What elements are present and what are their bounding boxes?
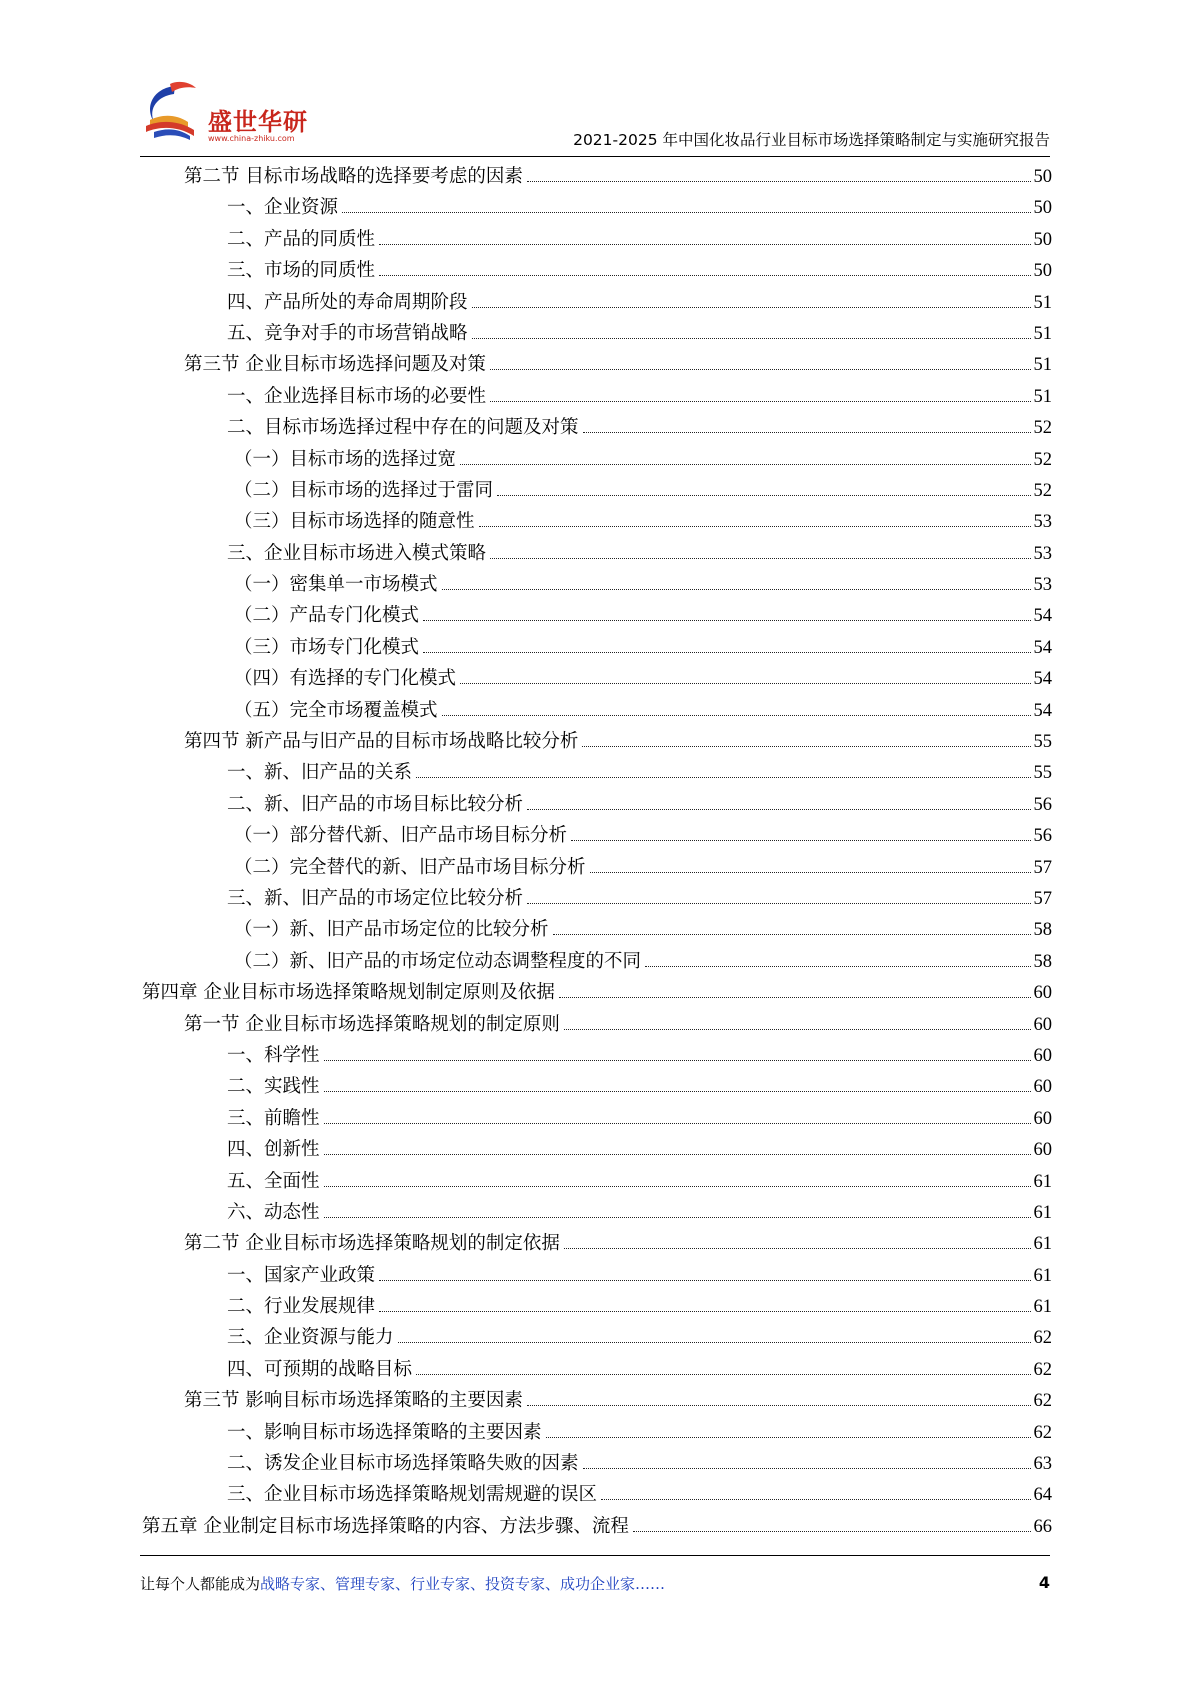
toc-dot-leader [324,1059,1031,1061]
toc-entry-page: 51 [1033,386,1052,407]
toc-entry-title: 一、新、旧产品的关系 [227,762,413,784]
toc-entry-title: 一、企业资源 [227,197,339,219]
toc-dot-leader [442,588,1031,590]
toc-entry-page: 62 [1033,1328,1052,1349]
toc-entry-page: 60 [1033,1014,1052,1035]
toc-dot-leader [553,933,1031,935]
toc-entry[interactable] [142,1354,1052,1385]
toc-dot-leader [633,1530,1031,1532]
document-title: 2021-2025 年中国化妆品行业目标市场选择策略制定与实施研究报告 [573,131,1050,149]
toc-dot-leader [324,1153,1031,1155]
toc-entry-page: 60 [1033,1108,1052,1129]
toc-entry[interactable] [142,1166,1052,1197]
toc-entry-page: 51 [1033,355,1052,376]
page-header [140,78,1050,158]
toc-entry[interactable] [142,538,1052,569]
toc-entry-title: 第一节 企业目标市场选择策略规划的制定原则 [184,1013,560,1035]
toc-entry-page: 61 [1033,1265,1052,1286]
toc-entry-title: （三）目标市场选择的随意性 [234,511,475,533]
toc-entry-page: 58 [1033,951,1052,972]
toc-entry-title: 三、企业目标市场进入模式策略 [227,542,487,564]
toc-entry[interactable] [142,757,1052,788]
toc-entry-title: 五、竞争对手的市场营销战略 [227,322,468,344]
toc-entry[interactable] [142,1228,1052,1259]
toc-entry[interactable] [142,1385,1052,1416]
toc-entry-page: 50 [1033,261,1052,282]
toc-entry-title: （五）完全市场覆盖模式 [234,699,438,721]
toc-dot-leader [590,871,1031,873]
toc-entry-page: 60 [1033,1045,1052,1066]
toc-entry-title: 四、创新性 [227,1139,320,1161]
toc-entry[interactable] [142,255,1052,286]
toc-entry-page: 63 [1033,1454,1052,1475]
toc-entry-page: 62 [1033,1422,1052,1443]
toc-dot-leader [379,1279,1030,1281]
toc-dot-leader [527,1404,1031,1406]
page-number: 4 [1038,1573,1050,1592]
toc-entry-page: 61 [1033,1297,1052,1318]
table-of-contents [142,161,1052,1542]
toc-entry-title: 一、科学性 [227,1044,320,1066]
toc-entry[interactable] [142,475,1052,506]
toc-entry-page: 62 [1033,1359,1052,1380]
toc-entry-title: 二、行业发展规律 [227,1296,376,1318]
toc-dot-leader [571,839,1030,841]
toc-dot-leader [527,902,1030,904]
toc-entry-page: 54 [1033,669,1052,690]
toc-entry-title: 五、全面性 [227,1170,320,1192]
toc-entry-title: 第二节 企业目标市场选择策略规划的制定依据 [184,1233,560,1255]
toc-dot-leader [423,619,1030,621]
toc-entry[interactable] [142,1511,1052,1542]
toc-entry-title: 第四节 新产品与旧产品的目标市场战略比较分析 [184,731,579,753]
toc-dot-leader [442,714,1031,716]
toc-dot-leader [582,745,1030,747]
toc-entry[interactable] [142,444,1052,475]
logo-url: www.china-zhiku.com [208,134,295,143]
toc-entry-title: 四、可预期的战略目标 [227,1358,413,1380]
toc-entry-title: （二）完全替代的新、旧产品市场目标分析 [234,856,586,878]
toc-dot-leader [527,808,1030,810]
toc-entry-page: 53 [1033,512,1052,533]
toc-entry-title: 四、产品所处的寿命周期阶段 [227,291,468,313]
toc-entry[interactable] [142,161,1052,192]
toc-entry[interactable] [142,632,1052,663]
toc-entry[interactable] [142,789,1052,820]
toc-entry[interactable] [142,1134,1052,1165]
toc-entry-page: 61 [1033,1202,1052,1223]
footer-divider [140,1555,1050,1556]
toc-entry-title: 二、新、旧产品的市场目标比较分析 [227,793,524,815]
toc-entry-page: 60 [1033,1077,1052,1098]
toc-entry-page: 62 [1033,1391,1052,1412]
toc-entry[interactable] [142,1103,1052,1134]
toc-entry[interactable] [142,1291,1052,1322]
toc-entry[interactable] [142,412,1052,443]
toc-entry[interactable] [142,820,1052,851]
toc-entry[interactable] [142,569,1052,600]
toc-dot-leader [379,274,1030,276]
toc-entry[interactable] [142,1071,1052,1102]
toc-dot-leader [379,1310,1030,1312]
page-footer [140,1573,1050,1597]
toc-dot-leader [324,1216,1031,1218]
toc-entry-page: 51 [1033,323,1052,344]
slogan-prefix: 让每个人都能成为 [140,1575,261,1593]
toc-entry-page: 51 [1033,292,1052,313]
toc-entry[interactable] [142,1040,1052,1071]
toc-entry[interactable] [142,224,1052,255]
toc-entry-page: 52 [1033,480,1052,501]
toc-entry-page: 54 [1033,606,1052,627]
toc-entry-title: 二、诱发企业目标市场选择策略失败的因素 [227,1453,579,1475]
toc-entry[interactable] [142,1417,1052,1448]
toc-dot-leader [564,1247,1031,1249]
toc-entry-page: 57 [1033,888,1052,909]
toc-entry[interactable] [142,1009,1052,1040]
header-divider [140,156,1050,157]
toc-dot-leader [479,525,1031,527]
toc-dot-leader [423,651,1030,653]
toc-entry-title: 三、市场的同质性 [227,260,376,282]
toc-entry-title: 第四章 企业目标市场选择策略规划制定原则及依据 [142,982,555,1004]
toc-entry-page: 58 [1033,920,1052,941]
toc-dot-leader [490,557,1030,559]
toc-entry-title: 三、新、旧产品的市场定位比较分析 [227,887,524,909]
toc-entry[interactable] [142,287,1052,318]
toc-entry-title: 一、影响目标市场选择策略的主要因素 [227,1421,542,1443]
toc-entry-page: 60 [1033,983,1052,1004]
logo-name: 盛世华研 [208,108,308,136]
toc-entry-title: 第二节 目标市场战略的选择要考虑的因素 [184,166,523,187]
toc-entry-title: （一）新、旧产品市场定位的比较分析 [234,919,549,941]
toc-entry-page: 52 [1033,449,1052,470]
toc-entry[interactable] [142,852,1052,883]
toc-entry-page: 60 [1033,1140,1052,1161]
toc-dot-leader [490,400,1030,402]
toc-dot-leader [546,1436,1031,1438]
toc-entry-page: 54 [1033,637,1052,658]
toc-entry-page: 52 [1033,418,1052,439]
toc-dot-leader [583,431,1031,433]
toc-entry-title: （一）密集单一市场模式 [234,574,438,596]
toc-dot-leader [527,180,1031,182]
toc-entry[interactable] [142,1448,1052,1479]
toc-dot-leader [324,1185,1031,1187]
toc-entry-page: 54 [1033,700,1052,721]
toc-dot-leader [460,463,1030,465]
toc-dot-leader [416,776,1030,778]
toc-entry[interactable] [142,883,1052,914]
toc-entry-page: 64 [1033,1485,1052,1506]
toc-entry[interactable] [142,726,1052,757]
toc-entry-title: 一、国家产业政策 [227,1264,376,1286]
toc-entry-page: 53 [1033,575,1052,596]
logo-emblem-icon [140,80,210,142]
toc-dot-leader [342,211,1030,213]
toc-entry-title: 六、动态性 [227,1201,320,1223]
toc-entry-title: 二、实践性 [227,1076,320,1098]
toc-entry-page: 57 [1033,857,1052,878]
toc-entry-title: 第三节 影响目标市场选择策略的主要因素 [184,1390,523,1412]
toc-entry-page: 53 [1033,543,1052,564]
toc-entry[interactable] [142,946,1052,977]
toc-entry-title: （二）目标市场的选择过于雷同 [234,479,494,501]
toc-entry-title: （二）新、旧产品的市场定位动态调整程度的不同 [234,950,642,972]
slogan-highlight: 战略专家、管理专家、行业专家、投资专家、成功企业家…… [260,1575,666,1593]
toc-dot-leader [497,494,1030,496]
toc-dot-leader [379,243,1030,245]
toc-entry[interactable] [142,192,1052,223]
toc-dot-leader [416,1373,1030,1375]
toc-entry-page: 50 [1033,229,1052,250]
toc-entry-title: （二）产品专门化模式 [234,605,420,627]
toc-entry[interactable] [142,1479,1052,1510]
toc-entry-page: 50 [1033,198,1052,219]
toc-entry-page: 56 [1033,826,1052,847]
toc-entry-title: 三、企业目标市场选择策略规划需规避的误区 [227,1484,598,1506]
toc-dot-leader [472,306,1031,308]
toc-entry-page: 55 [1033,732,1052,753]
toc-entry-title: （四）有选择的专门化模式 [234,668,457,690]
toc-dot-leader [559,996,1031,998]
toc-entry-title: （三）市场专门化模式 [234,636,420,658]
toc-entry-page: 66 [1033,1516,1052,1537]
toc-entry-title: 第五章 企业制定目标市场选择策略的内容、方法步骤、流程 [142,1515,629,1537]
toc-entry-page: 50 [1033,167,1052,187]
toc-dot-leader [324,1122,1031,1124]
toc-entry[interactable] [142,506,1052,537]
toc-entry[interactable] [142,914,1052,945]
toc-entry[interactable] [142,977,1052,1008]
toc-entry-title: （一）部分替代新、旧产品市场目标分析 [234,825,568,847]
toc-entry[interactable] [142,381,1052,412]
toc-dot-leader [324,1090,1031,1092]
toc-dot-leader [564,1028,1031,1030]
toc-entry[interactable] [142,663,1052,694]
toc-dot-leader [645,965,1030,967]
toc-entry[interactable] [142,600,1052,631]
toc-dot-leader [601,1498,1030,1500]
toc-entry-title: 二、目标市场选择过程中存在的问题及对策 [227,417,579,439]
toc-entry-page: 56 [1033,794,1052,815]
toc-entry[interactable] [142,695,1052,726]
company-logo [140,78,310,150]
toc-entry-page: 55 [1033,763,1052,784]
toc-entry[interactable] [142,1260,1052,1291]
toc-entry-title: （一）目标市场的选择过宽 [234,448,457,470]
toc-entry-page: 61 [1033,1234,1052,1255]
toc-entry-title: 三、前瞻性 [227,1107,320,1129]
toc-dot-leader [460,682,1030,684]
toc-entry[interactable] [142,318,1052,349]
toc-entry-page: 61 [1033,1171,1052,1192]
toc-dot-leader [490,368,1031,370]
toc-dot-leader [398,1341,1031,1343]
toc-entry-title: 第三节 企业目标市场选择问题及对策 [184,354,486,376]
toc-entry[interactable] [142,349,1052,380]
toc-entry[interactable] [142,1322,1052,1353]
toc-entry-title: 三、企业资源与能力 [227,1327,394,1349]
toc-entry-title: 二、产品的同质性 [227,228,376,250]
toc-entry[interactable] [142,1197,1052,1228]
toc-dot-leader [583,1467,1031,1469]
toc-entry-title: 一、企业选择目标市场的必要性 [227,385,487,407]
toc-dot-leader [472,337,1031,339]
footer-slogan [140,1573,665,1594]
